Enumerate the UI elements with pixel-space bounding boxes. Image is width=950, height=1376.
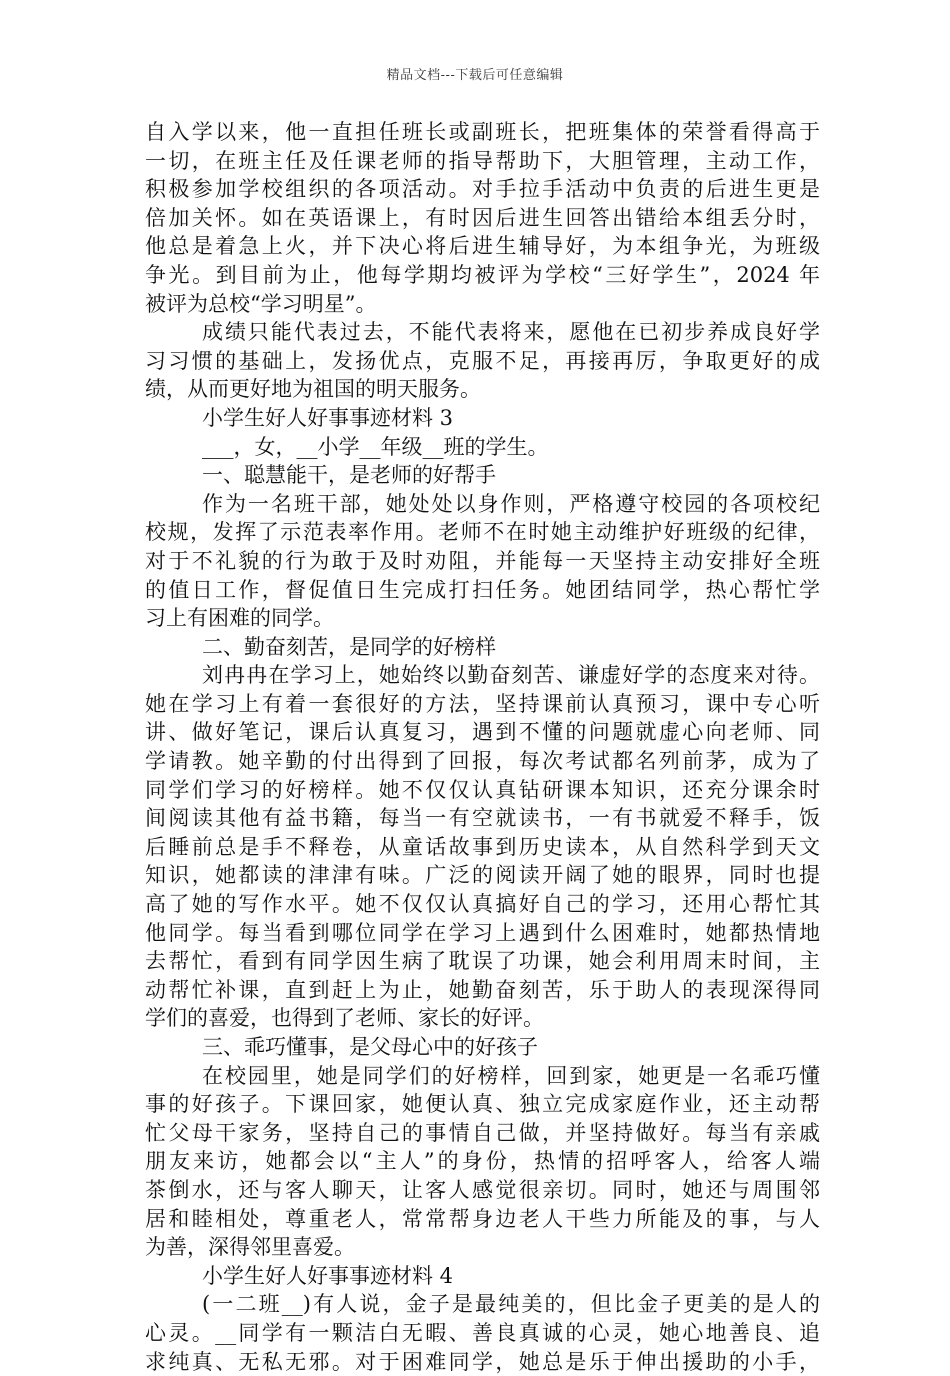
text-line: 一切，在班主任及任课老师的指导帮助下，大胆管理，主动工作，	[145, 148, 820, 173]
text-line: 知识，她都读的津津有味。广泛的阅读开阔了她的眼界，同时也提	[145, 863, 820, 888]
text-line: 后睡前总是手不释卷，从童话故事到历史读本，从自然科学到天文	[145, 834, 820, 859]
text-line: 求纯真、无私无邪。对于困难同学，她总是乐于伸出援助的小手，	[145, 1349, 820, 1374]
text-line: 对于不礼貌的行为敢于及时劝阻，并能每一天坚持主动安排好全班	[145, 548, 820, 573]
text-line: 自入学以来，他一直担任班长或副班长，把班集体的荣誉看得高于	[145, 120, 820, 144]
text-line: 校规，发挥了示范表率作用。老师不在时她主动维护好班级的纪律，	[145, 520, 820, 545]
text-line: 被评为总校“学习明星”。	[145, 291, 377, 316]
text-line: 绩，从而更好地为祖国的明天服务。	[145, 377, 481, 402]
text-line: ___，女，__小学__年级__班的学生。	[202, 434, 549, 459]
text-line: 去帮忙，看到有同学因生病了耽误了功课，她会利用周末时间，主	[145, 949, 820, 974]
text-line: 同学们学习的好榜样。她不仅仅认真钻研课本知识，还充分课余时	[145, 777, 820, 802]
text-line: 居和睦相处，尊重老人，常常帮身边老人干些力所能及的事，与人	[145, 1206, 820, 1231]
text-line: 一、聪慧能干，是老师的好帮手	[202, 463, 496, 488]
text-line: 倍加关怀。如在英语课上，有时因后进生回答出错给本组丢分时，	[145, 205, 820, 230]
text-line: 朋友来访，她都会以“主人”的身份，热情的招呼客人，给客人端	[145, 1149, 820, 1174]
text-line: 她在学习上有着一套很好的方法，坚持课前认真预习，课中专心听	[145, 691, 820, 716]
text-line: 习上有困难的同学。	[145, 606, 334, 631]
text-line: 习习惯的基础上，发扬优点，克服不足，再接再厉，争取更好的成	[145, 348, 820, 373]
page-header: 精品文档---下载后可任意编辑	[386, 68, 564, 83]
text-line: 作为一名班干部，她处处以身作则，严格遵守校园的各项校纪	[202, 491, 820, 516]
text-line: 间阅读其他有益书籍，每当一有空就读书，一有书就爱不释手，饭	[145, 806, 820, 831]
text-line: 在校园里，她是同学们的好榜样，回到家，她更是一名乖巧懂	[202, 1063, 820, 1088]
text-line: 学们的喜爱，也得到了老师、家长的好评。	[145, 1006, 544, 1031]
text-line: 高了她的写作水平。她不仅仅认真搞好自己的学习，还用心帮忙其	[145, 892, 820, 917]
text-line: 讲、做好笔记，课后认真复习，遇到不懂的问题就虚心向老师、同	[145, 720, 820, 745]
text-line: 三、乖巧懂事，是父母心中的好孩子	[202, 1035, 538, 1059]
text-line: 的值日工作，督促值日生完成打扫任务。她团结同学，热心帮忙学	[145, 577, 820, 602]
text-line: 忙父母干家务，坚持自己的事情自己做，并坚持做好。每当有亲戚	[145, 1120, 820, 1145]
text-line: 他总是着急上火，并下决心将后进生辅导好，为本组争光，为班级	[145, 234, 820, 259]
text-line: 小学生好人好事事迹材料 3	[202, 405, 454, 430]
text-line: 学请教。她辛勤的付出得到了回报，每次考试都名列前茅，成为了	[145, 749, 820, 774]
document-body	[145, 118, 820, 1376]
text-line: 茶倒水，还与客人聊天，让客人感觉很亲切。同时，她还与周围邻	[145, 1177, 820, 1202]
text-line: 他同学。每当看到哪位同学在学习上遇到什么困难时，她都热情地	[145, 920, 820, 945]
text-line: 积极参加学校组织的各项活动。对手拉手活动中负责的后进生更是	[145, 177, 820, 202]
text-line: 争光。到目前为止，他每学期均被评为学校“三好学生”，2024 年	[145, 262, 820, 287]
text-line: 心灵。__同学有一颗洁白无暇、善良真诚的心灵，她心地善良、追	[145, 1320, 820, 1345]
text-line: 二、勤奋刻苦，是同学的好榜样	[202, 634, 496, 659]
text-line: 事的好孩子。下课回家，她便认真、独立完成家庭作业，还主动帮	[145, 1092, 820, 1117]
text-line: 动帮忙补课，直到赶上为止，她勤奋刻苦，乐于助人的表现深得同	[145, 977, 820, 1002]
text-line: (一二班__)有人说，金子是最纯美的，但比金子更美的是人的	[202, 1292, 820, 1317]
text-line: 刘冉冉在学习上，她始终以勤奋刻苦、谦虚好学的态度来对待。	[202, 663, 820, 688]
text-line: 成绩只能代表过去，不能代表将来，愿他在已初步养成良好学	[202, 320, 820, 345]
text-line: 小学生好人好事事迹材料 4	[202, 1263, 454, 1288]
text-line: 为善，深得邻里喜爱。	[145, 1235, 355, 1260]
